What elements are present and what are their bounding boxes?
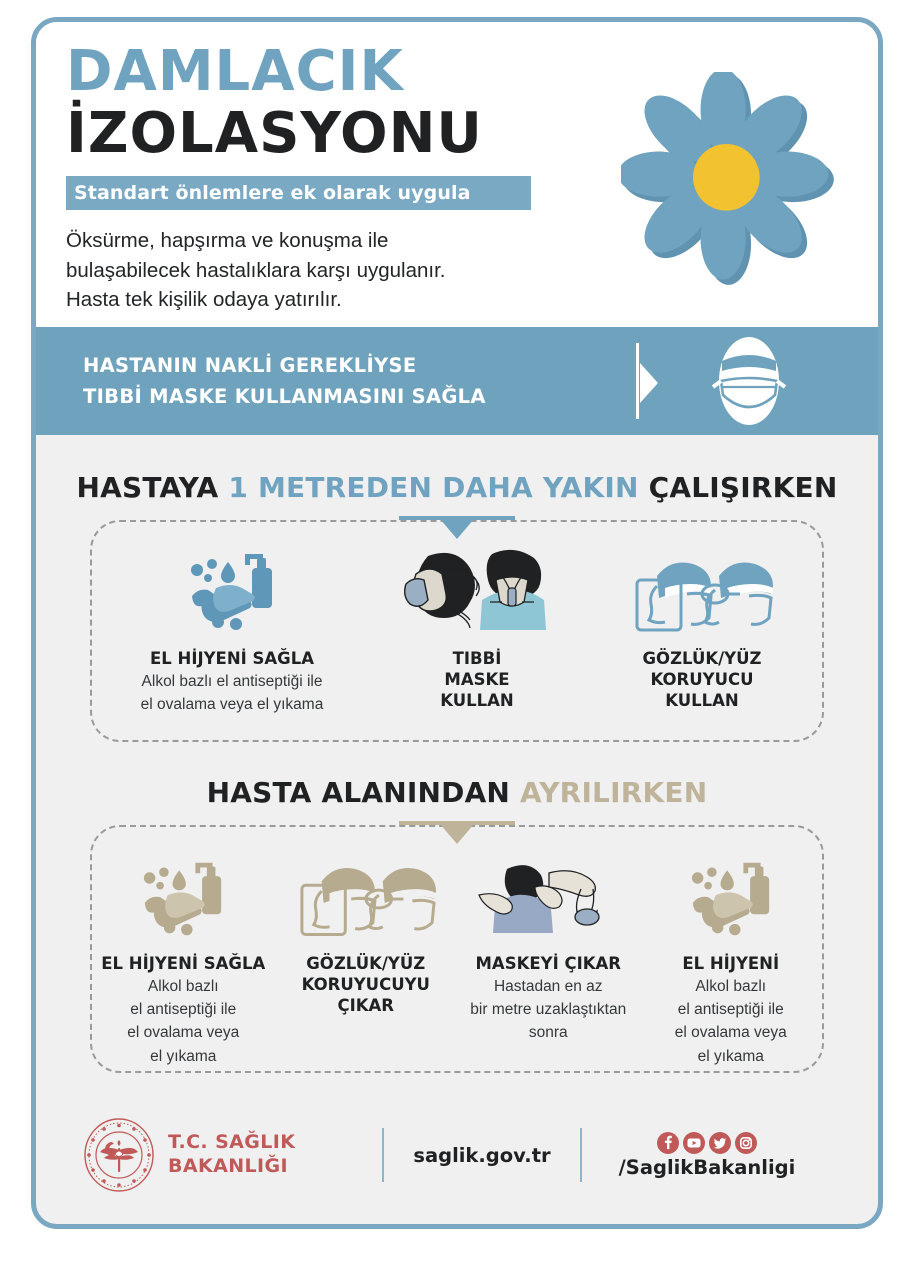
item-label-line2: KORUYUCUYU (301, 975, 430, 995)
item-sub-line3: el ovalama veya (127, 1024, 240, 1042)
section-near-patient (36, 471, 878, 742)
item-label-line1: GÖZLÜK/YÜZ (642, 649, 762, 668)
item-sub-line1: Alkol bazlı (147, 978, 219, 996)
item-sub-line2: el ovalama veya el yıkama (140, 696, 324, 714)
section1-dashed-box (90, 520, 824, 742)
item-sub-line3: el ovalama veya (674, 1024, 787, 1042)
item-label-line3: ÇIKAR (337, 996, 394, 1016)
twitter-icon[interactable] (709, 1132, 731, 1154)
item-sub-line2: bir metre uzaklaştıktan (470, 1001, 627, 1019)
remove-mask-icon (459, 849, 637, 941)
subtitle-text: Standart önlemlere ek olarak uygula (74, 182, 471, 205)
website-url[interactable]: saglik.gov.tr (413, 1143, 551, 1167)
item-label: EL HİJYENİ SAĞLA (149, 649, 314, 668)
ministry-name-line1: T.C. SAĞLIK (168, 1131, 296, 1154)
item-sub-line4: el yıkama (697, 1047, 764, 1065)
item-sub-line2: el antiseptiği ile (130, 1001, 237, 1019)
section2-dashed-box (90, 825, 824, 1073)
section1-heading-part1: HASTAYA (76, 471, 229, 504)
instagram-icon[interactable] (735, 1132, 757, 1154)
item-remove-mask (459, 849, 637, 1044)
item-label: EL HİJYENİ (682, 954, 780, 973)
section2-heading-part1: HASTA ALANINDAN (206, 776, 521, 809)
item-label-line2: KORUYUCU (650, 670, 754, 690)
item-hand-hygiene (107, 544, 357, 715)
flower-icon (621, 72, 836, 287)
section-leaving-patient-area (36, 776, 878, 1073)
poster-footer (36, 1103, 878, 1207)
banner-line-1: HASTANIN NAKLİ GEREKLİYSE (83, 353, 417, 377)
poster-header (36, 22, 878, 327)
item-goggles-faceshield (597, 544, 807, 711)
section2-heading-highlight: AYRILIRKEN (520, 776, 708, 809)
item-sub-line1: Hastadan en az (493, 978, 603, 996)
item-sub-line1: Alkol bazlı (695, 978, 767, 996)
goggles-faceshield-icon (277, 849, 455, 941)
intro-line-1: Öksürme, hapşırma ve konuşma ile (66, 229, 389, 253)
section1-heading-highlight: 1 METREDEN DAHA YAKIN (228, 471, 639, 504)
medical-mask-person-icon (387, 544, 567, 636)
banner-text (83, 350, 486, 412)
page-title-line2: İZOLASYONU (66, 101, 483, 166)
social-block (582, 1132, 832, 1179)
item-hand-hygiene-final (642, 849, 820, 1067)
item-label-line3: KULLAN (440, 691, 514, 711)
youtube-icon[interactable] (683, 1132, 705, 1154)
play-arrow-icon (636, 343, 662, 419)
ministry-emblem-icon (82, 1118, 156, 1192)
section2-items (92, 827, 822, 1071)
item-medical-mask (387, 544, 567, 711)
item-label-line1: GÖZLÜK/YÜZ (306, 954, 426, 973)
facebook-icon[interactable] (657, 1132, 679, 1154)
item-label-line3: KULLAN (665, 691, 739, 711)
social-handle[interactable]: /SaglikBakanligi (618, 1155, 796, 1179)
section2-heading (36, 776, 878, 809)
subtitle-banner (66, 176, 531, 210)
item-label: EL HİJYENİ SAĞLA (101, 954, 266, 973)
item-label-line2: MASKE (444, 670, 510, 690)
handwash-icon (107, 544, 357, 636)
intro-line-3: Hasta tek kişilik odaya yatırılır. (66, 287, 342, 311)
item-sub-line4: el yıkama (150, 1047, 217, 1065)
handwash-icon (642, 849, 820, 941)
item-sub-line1: Alkol bazlı el antiseptiği ile (141, 673, 323, 691)
section1-heading (36, 471, 878, 504)
ministry-name-line2: BAKANLIĞI (168, 1155, 288, 1177)
section1-items (92, 522, 822, 740)
section2-notch (399, 818, 515, 834)
intro-line-2: bulaşabilecek hastalıklara karşı uygulanır. (66, 258, 446, 282)
item-remove-goggles (277, 849, 455, 1016)
page-title-line1: DAMLACIK (66, 39, 404, 104)
section1-heading-part2: ÇALIŞIRKEN (638, 471, 838, 504)
intro-paragraph (66, 226, 586, 313)
social-icons (582, 1132, 832, 1154)
masked-face-icon (701, 335, 797, 427)
section1-notch (399, 513, 515, 529)
handwash-icon (94, 849, 272, 941)
item-sub-line2: el antiseptiği ile (677, 1001, 784, 1019)
item-sub-line3: sonra (528, 1024, 568, 1042)
goggles-faceshield-icon (597, 544, 807, 636)
banner-line-2: TIBBİ MASKE KULLANMASINI SAĞLA (83, 385, 486, 408)
ministry-name (168, 1131, 295, 1179)
poster-card (31, 17, 883, 1229)
item-label: MASKEYİ ÇIKAR (475, 954, 621, 973)
item-hand-hygiene (94, 849, 272, 1067)
ministry-brand (82, 1118, 382, 1192)
transport-banner (36, 327, 878, 435)
item-label-line1: TIBBİ (452, 649, 502, 668)
